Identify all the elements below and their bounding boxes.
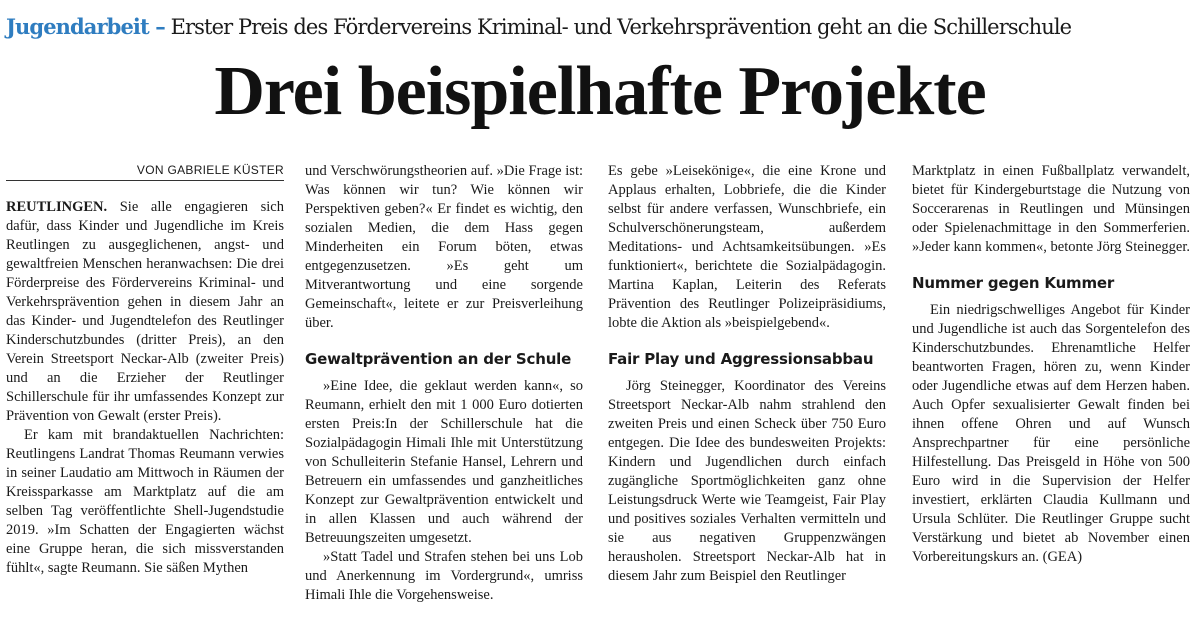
paragraph: Ein niedrigschwelliges Angebot für Kinder und Jugendliche ist auch das Sorgentelefon des Kinderschutzbundes. Ehrenamtliche Helfer beantworten Fragen, hören zu, wenn Kinder oder Jugendliche etwas auf dem Herzen haben. Auch Opfer sexualisierter Gewalt finden bei ihnen offene Ohren und auf Wunsch Ansprechpartner für eine persönliche Hilfestellung. Das Preisgeld in Höhe von 500 Euro wird in die Supervision der Helfer investiert, erklärten Claudia Kullmann und Ursula Schlüter. Die Reutlinger Gruppe sucht Verstärkung und bietet ab November einen Vorbereitungskurs an. (GEA): [912, 302, 1190, 565]
article-column-1: [6, 162, 284, 578]
kicker-text: Erster Preis des Fördervereins Kriminal- und Verkehrsprävention geht an die Schillerschule: [164, 15, 1072, 39]
paragraph: Es gebe »Leisekönige«, die eine Krone und Applaus erhalten, Lobbriefe, die die Kinder selbst für andere verfassen, Wunschbriefe, ein Schulverschönerungsteam, außerdem Meditations- und Achtsamkeitsübungen. »Es funktioniert«, berichtete die Sozialpädagogin. Martina Kaplan, Leiterin des Referats Prävention des Reutlinger Polizeipräsidiums, lobte die Aktion als »beispielgebend«.: [608, 163, 886, 331]
paragraph: Er kam mit brandaktuellen Nachrichten: Reutlingens Landrat Thomas Reumann verwies in seiner Laudatio am Mittwoch in Räumen der Kreissparkasse am Marktplatz auf die am selben Tag veröffentlichte Shell-Jugendstudie 2019. »Im Schatten der Engagierten wächst eine Gruppe heran, die sich missverstanden fühlt«, sagte Reumann. Sie säßen Mythen: [6, 427, 284, 576]
kicker-line: [6, 14, 1196, 40]
subheading: Nummer gegen Kummer: [912, 274, 1115, 292]
subheading: Fair Play und Aggressionsabbau: [608, 350, 874, 368]
article-column-4: [912, 162, 1190, 567]
paragraph: [6, 198, 284, 426]
paragraph: und Verschwörungstheorien auf. »Die Frage ist: Was können wir tun? Wie können wir Perspektiven geben?« Er findet es wichtig, den sozialen Medien, die dem Hass gegen Minderheiten ein Forum böten, etwas entgegenzusetzen. »Es geht um Mitverantwortung und eine sorgende Gemeinschaft«, leitete er zur Preisverleihung über.: [305, 163, 583, 331]
paragraph: Jörg Steinegger, Koordinator des Vereins Streetsport Neckar-Alb nahm strahlend den zweiten Preis und einen Scheck über 750 Euro entgegen. Die Idee des bundesweiten Projekts: Kindern und Jugendlichen durch einfach zugängliche Sportmöglichkeiten ganz ohne Leistungsdruck Werte wie Teamgeist, Fair Play und positives soziales Verhalten vermitteln und sie aus negativen Gruppenzwängen herausholen. Streetsport Neckar-Alb hat in diesem Jahr zum Beispiel den Reutlinger: [608, 378, 886, 584]
byline: VON GABRIELE KÜSTER: [6, 162, 284, 181]
dateline-place: REUTLINGEN.: [6, 199, 108, 215]
paragraph-text: Sie alle engagieren sich dafür, dass Kinder und Jugendliche im Kreis Reutlingen zu ausgeglichenen, angst- und gewaltfreien Menschen heranwachsen: Die drei Förderpreise des Fördervereins Kriminal- und Verkehrsprävention gehen in diesem Jahr an das Kinder- und Jugendtelefon des Reutlinger Kinderschutzbundes (dritter Preis), an den Verein Streetsport Neckar-Alb (zweiter Preis) und an die Erzieher der Reutlinger Schillerschule für ihr umfassendes Konzept zur Prävention von Gewalt (erster Preis).: [6, 199, 284, 424]
paragraph: »Eine Idee, die geklaut werden kann«, so Reumann, erhielt den mit 1 000 Euro dotierten ersten Preis:In der Schillerschule hat die Sozialpädagogin Himali Ihle mit Unterstützung von Schulleiterin Stefanie Hansel, Lehrern und Betreuern ein umfassendes und ganzheitliches Konzept zur Gewaltprävention entwickelt und in allen Klassen und auch während der Betreuungszeiten umgesetzt.: [305, 378, 583, 546]
article-column-3: [608, 162, 886, 586]
rubric-label: Jugendarbeit –: [6, 14, 165, 39]
paragraph: Marktplatz in einen Fußballplatz verwandelt, bietet für Kindergeburtstage die Nutzung von Soccerarenas in Reutlingen und Münsingen oder Spielenachmittage in den Sommerferien. »Jeder kann kommen«, betonte Jörg Steinegger.: [912, 163, 1190, 255]
article-column-2: [305, 162, 583, 605]
paragraph: »Statt Tadel und Strafen stehen bei uns Lob und Anerkennung im Vordergrund«, umriss Himali Ihle die Vorgehensweise.: [305, 549, 583, 603]
subheading: Gewaltprävention an der Schule: [305, 350, 572, 368]
headline: Drei beispielhafte Projekte: [214, 53, 986, 130]
